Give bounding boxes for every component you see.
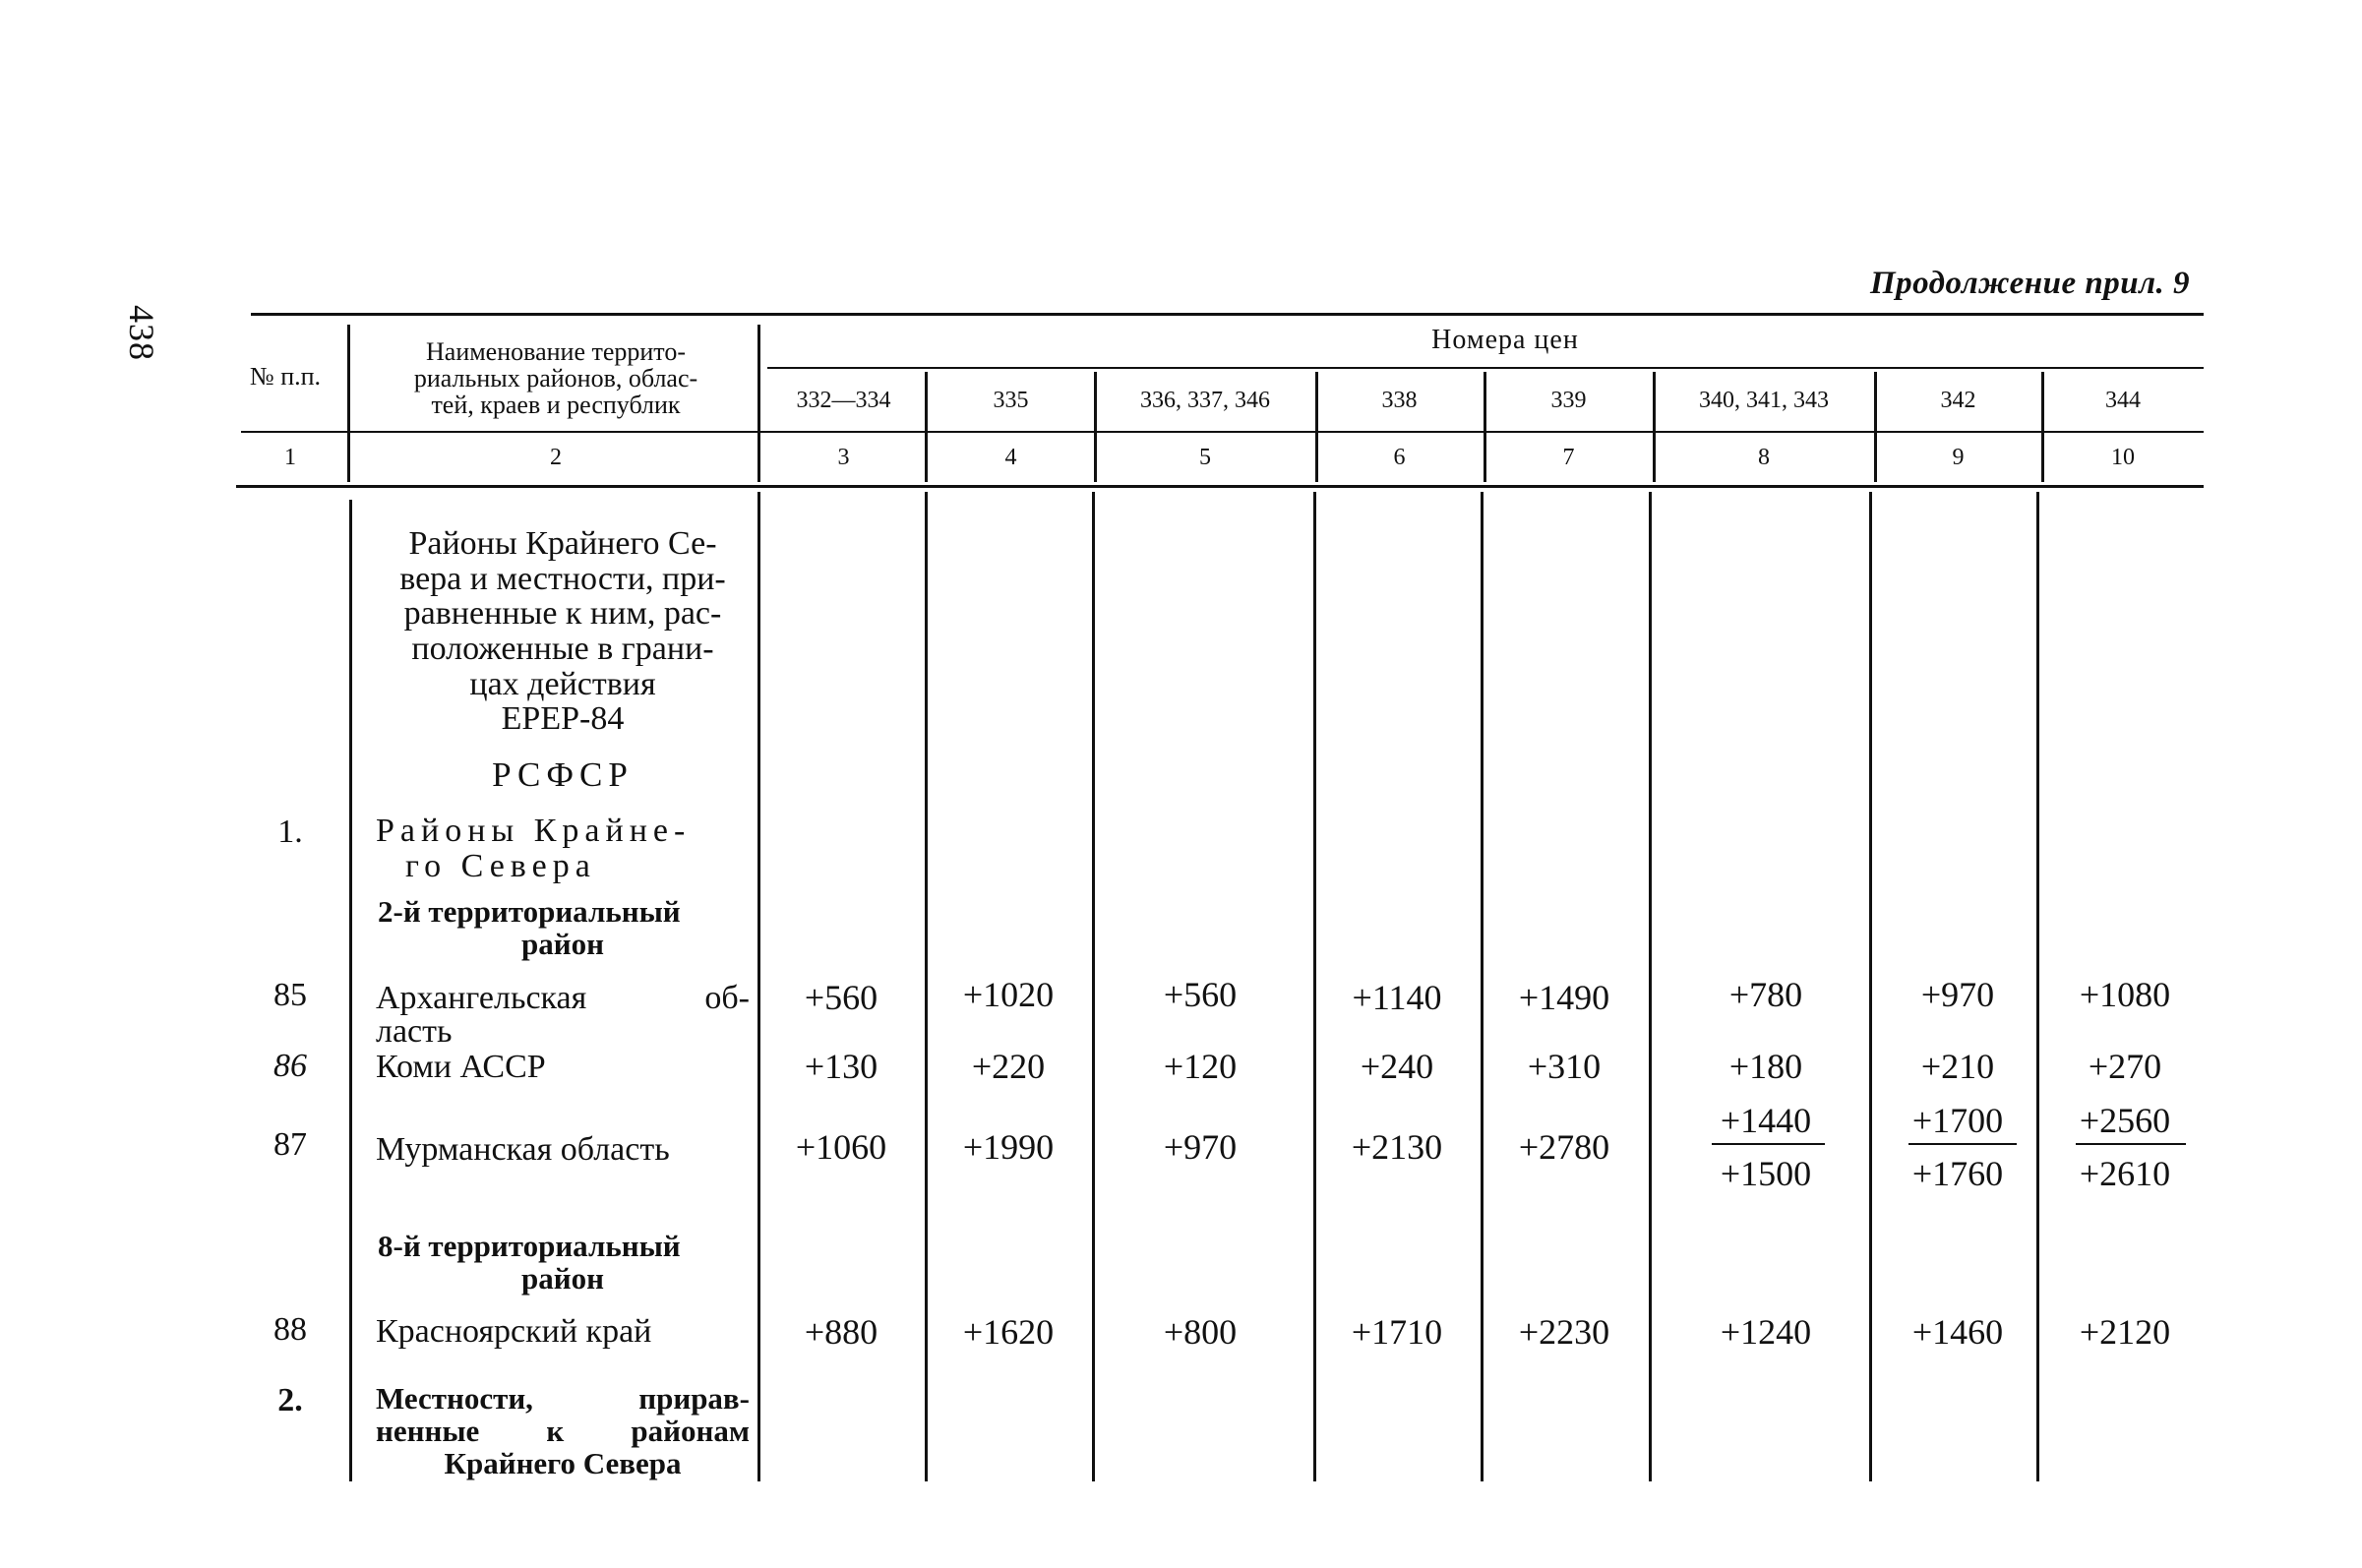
header-price-col: 342	[1940, 388, 1976, 413]
fraction-bar	[2076, 1143, 2186, 1145]
fraction-denominator: +1500	[1720, 1154, 1812, 1193]
price-value: +210	[1920, 1047, 1995, 1086]
intro-line: равненные к ним, рас-	[403, 595, 722, 633]
price-value: +1710	[1351, 1312, 1443, 1352]
index-cell: 1	[284, 445, 296, 470]
price-value: +220	[971, 1047, 1046, 1086]
region-name	[376, 1051, 750, 1084]
section-heading-line: Местности, прирав-	[376, 1381, 750, 1416]
district-heading-line: 8-й территориальный	[378, 1229, 681, 1263]
section-heading-line: ненные к районам	[376, 1414, 750, 1449]
row-number: 85	[273, 977, 307, 1013]
header-name-line: тей, краев и республик	[431, 390, 681, 419]
fraction-numerator: +1440	[1720, 1101, 1812, 1140]
price-value: +970	[1163, 1127, 1238, 1167]
section-heading	[376, 814, 750, 883]
republic-heading: РСФСР	[492, 755, 634, 794]
price-value: +560	[804, 978, 878, 1017]
index-cell: 3	[837, 445, 850, 470]
fraction-numerator: +1700	[1911, 1101, 2004, 1140]
header-price-col: 339	[1550, 388, 1587, 413]
header-divider-name	[757, 325, 760, 482]
header-name	[364, 339, 748, 418]
header-price-col: 340, 341, 343	[1699, 388, 1829, 413]
header-price-col: 332—334	[796, 388, 891, 413]
header-num: № п.п.	[249, 362, 322, 391]
header-price-col: 335	[993, 388, 1029, 413]
region-name-line: Коми АССР	[376, 1049, 546, 1085]
body-divider-c7	[1649, 492, 1652, 1481]
price-value: +1990	[962, 1127, 1055, 1167]
price-value: +1140	[1352, 978, 1442, 1017]
price-value: +560	[1163, 975, 1238, 1014]
body-divider-c9	[2036, 492, 2039, 1481]
region-name-line: ласть	[376, 1013, 453, 1050]
header-price-col: 336, 337, 346	[1140, 388, 1270, 413]
price-value: +1620	[962, 1312, 1055, 1352]
price-value: +2130	[1351, 1127, 1443, 1167]
top-rule	[251, 313, 2204, 316]
header-bottom-rule	[241, 431, 2204, 433]
fraction-denominator: +2610	[2079, 1154, 2171, 1193]
price-value: +780	[1728, 975, 1803, 1014]
price-value: +880	[804, 1312, 878, 1352]
body-divider-c3	[925, 492, 928, 1481]
district-heading	[376, 895, 750, 960]
price-value: +180	[1728, 1047, 1803, 1086]
price-value: +270	[2088, 1047, 2162, 1086]
index-cell: 10	[2111, 445, 2135, 470]
index-cell: 2	[550, 445, 562, 470]
prices-title-rule	[767, 367, 2204, 369]
district-heading-line: 2-й территориальный	[378, 894, 681, 929]
price-value: +240	[1360, 1047, 1434, 1086]
index-cell: 6	[1393, 445, 1406, 470]
row-number: 86	[273, 1048, 307, 1084]
intro-line: положенные в грани-	[411, 631, 714, 668]
index-cell: 7	[1562, 445, 1575, 470]
section-heading-line: го Севера	[405, 847, 596, 884]
intro-line: вера и местности, при-	[399, 560, 726, 597]
index-bottom-rule	[236, 485, 2204, 488]
continuation-label: Продолжение прил. 9	[1869, 266, 2190, 301]
district-heading-line: район	[521, 1261, 604, 1297]
header-divider-c6	[1484, 372, 1486, 482]
fraction-bar	[1712, 1143, 1825, 1145]
region-name: Красноярский край	[376, 1313, 652, 1350]
body-divider-name	[757, 492, 760, 1481]
body-divider-c4	[1092, 492, 1095, 1481]
fraction-bar	[1908, 1143, 2017, 1145]
section-heading	[376, 1382, 750, 1479]
fraction-denominator: +1760	[1911, 1154, 2004, 1193]
header-divider-c3	[925, 372, 928, 482]
region-name-line: Архангельская об-	[376, 980, 750, 1016]
region-name	[376, 982, 750, 1049]
index-cell: 9	[1952, 445, 1965, 470]
intro-text	[376, 526, 750, 737]
region-name	[376, 1133, 750, 1167]
section-heading-line: Крайнего Севера	[444, 1446, 682, 1481]
price-value: +2780	[1518, 1127, 1610, 1167]
fraction-numerator: +2560	[2079, 1101, 2171, 1140]
body-divider-num	[349, 500, 352, 1481]
section-number: 1.	[277, 814, 303, 850]
price-value: +2120	[2079, 1312, 2171, 1352]
index-cell: 8	[1758, 445, 1770, 470]
intro-line: Районы Крайнего Се-	[408, 525, 717, 562]
section-heading-line: Районы Крайне-	[376, 813, 692, 849]
price-value: +130	[804, 1047, 878, 1086]
index-cell: 4	[1004, 445, 1017, 470]
price-value: +1460	[1911, 1312, 2004, 1352]
row-number: 88	[273, 1311, 307, 1348]
index-cell: 5	[1199, 445, 1211, 470]
price-value: +1080	[2079, 975, 2171, 1014]
region-name-line: Мурманская область	[376, 1131, 670, 1168]
header-divider-num	[347, 325, 350, 482]
price-value: +310	[1527, 1047, 1602, 1086]
body-divider-c8	[1869, 492, 1872, 1481]
price-value: +1240	[1720, 1312, 1812, 1352]
price-value: +120	[1163, 1047, 1238, 1086]
page-number: 438	[122, 305, 161, 361]
district-heading	[376, 1230, 750, 1295]
header-name-line: Наименование террито-	[426, 337, 686, 366]
price-value: +800	[1163, 1312, 1238, 1352]
body-divider-c6	[1481, 492, 1484, 1481]
price-value: +1020	[962, 975, 1055, 1014]
header-price-col: 344	[2105, 388, 2141, 413]
intro-line: ЕРЕР-84	[501, 700, 625, 738]
body-divider-c5	[1313, 492, 1316, 1481]
header-name-line: риальных районов, облас-	[413, 363, 698, 392]
header-price-col: 338	[1381, 388, 1418, 413]
district-heading-line: район	[521, 927, 604, 962]
price-value: +1490	[1518, 978, 1610, 1017]
row-number: 87	[273, 1126, 307, 1163]
header-prices-title: Номера цен	[1431, 325, 1579, 355]
section-number: 2.	[277, 1382, 303, 1418]
price-value: +2230	[1518, 1312, 1610, 1352]
price-value: +970	[1920, 975, 1995, 1014]
price-value: +1060	[795, 1127, 887, 1167]
intro-line: цах действия	[469, 665, 656, 702]
